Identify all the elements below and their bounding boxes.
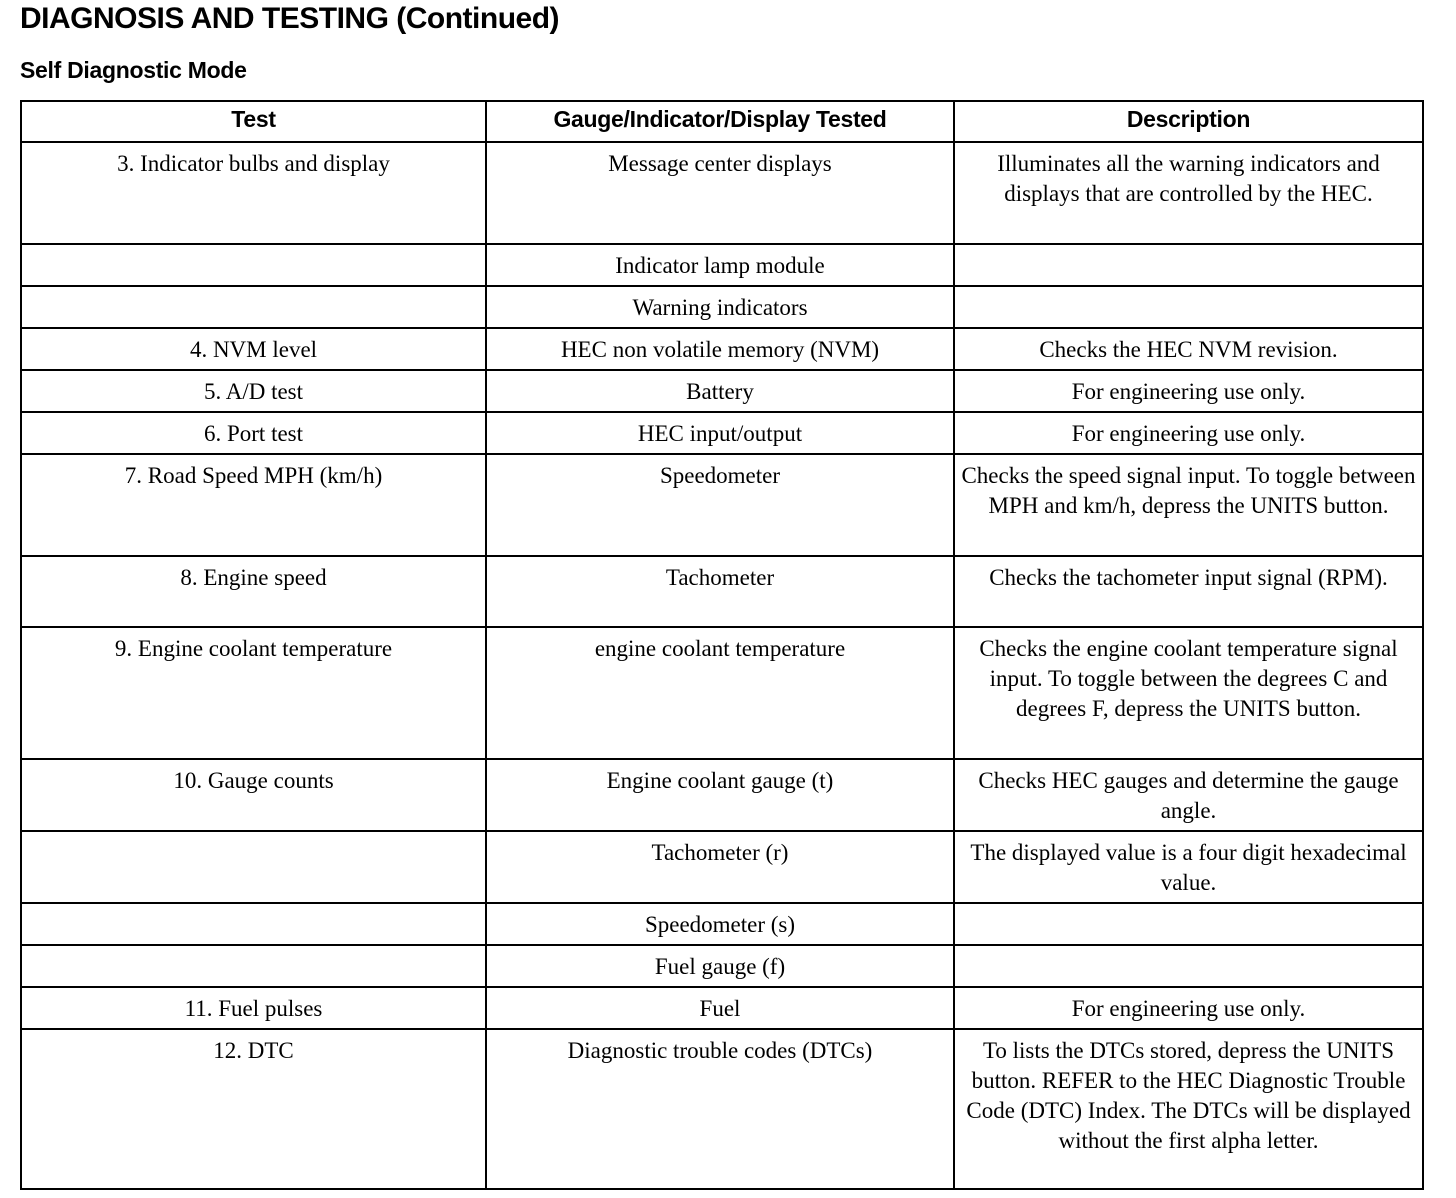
gauge-cell: engine coolant temperature [486, 627, 954, 759]
gauge-cell: Tachometer (r) [486, 831, 954, 903]
gauge-cell: Speedometer [486, 454, 954, 556]
self-diagnostic-table [20, 100, 1424, 1190]
description-cell: Checks the engine coolant temperature signal input. To toggle between the degrees C and degrees F, depress the UNITS button. [954, 627, 1423, 759]
test-cell: 10. Gauge counts [21, 759, 486, 831]
test-cell [21, 244, 486, 286]
test-cell [21, 945, 486, 987]
gauge-cell: HEC input/output [486, 412, 954, 454]
description-cell: For engineering use only. [954, 412, 1423, 454]
test-cell: 4. NVM level [21, 328, 486, 370]
gauge-cell: Battery [486, 370, 954, 412]
description-cell [954, 945, 1423, 987]
test-cell: 12. DTC [21, 1029, 486, 1189]
section-title: Self Diagnostic Mode [20, 57, 247, 83]
table-row [21, 831, 1423, 903]
description-cell [954, 244, 1423, 286]
description-cell: Checks the HEC NVM revision. [954, 328, 1423, 370]
table-row [21, 945, 1423, 987]
description-cell: Illuminates all the warning indicators and displays that are controlled by the HEC. [954, 142, 1423, 244]
table-row [21, 759, 1423, 831]
gauge-cell: HEC non volatile memory (NVM) [486, 328, 954, 370]
table-row [21, 1029, 1423, 1189]
table-header-row [21, 101, 1423, 142]
test-cell: 7. Road Speed MPH (km/h) [21, 454, 486, 556]
test-cell: 5. A/D test [21, 370, 486, 412]
table-row [21, 142, 1423, 244]
test-cell: 11. Fuel pulses [21, 987, 486, 1029]
gauge-cell: Warning indicators [486, 286, 954, 328]
test-cell [21, 286, 486, 328]
description-cell [954, 903, 1423, 945]
table-row [21, 454, 1423, 556]
gauge-cell: Tachometer [486, 556, 954, 627]
table-row [21, 903, 1423, 945]
page-title: DIAGNOSIS AND TESTING (Continued) [20, 2, 560, 35]
gauge-cell: Diagnostic trouble codes (DTCs) [486, 1029, 954, 1189]
table-row [21, 286, 1423, 328]
gauge-cell: Speedometer (s) [486, 903, 954, 945]
description-cell: To lists the DTCs stored, depress the UNITS button. REFER to the HEC Diagnostic Trouble Code (DTC) Index. The DTCs will be displayed without the first alpha letter. [954, 1029, 1423, 1189]
table-row [21, 412, 1423, 454]
description-cell: For engineering use only. [954, 987, 1423, 1029]
column-header-description: Description [954, 101, 1423, 142]
gauge-cell: Message center displays [486, 142, 954, 244]
table-row [21, 556, 1423, 627]
description-cell: Checks HEC gauges and determine the gauge angle. [954, 759, 1423, 831]
table-row [21, 244, 1423, 286]
gauge-cell: Fuel gauge (f) [486, 945, 954, 987]
description-cell: For engineering use only. [954, 370, 1423, 412]
test-cell: 3. Indicator bulbs and display [21, 142, 486, 244]
column-header-gauge: Gauge/Indicator/Display Tested [486, 101, 954, 142]
test-cell [21, 903, 486, 945]
gauge-cell: Indicator lamp module [486, 244, 954, 286]
description-cell: Checks the speed signal input. To toggle between MPH and km/h, depress the UNITS button. [954, 454, 1423, 556]
column-header-test: Test [21, 101, 486, 142]
table-row [21, 987, 1423, 1029]
gauge-cell: Fuel [486, 987, 954, 1029]
test-cell: 8. Engine speed [21, 556, 486, 627]
description-cell [954, 286, 1423, 328]
table-row [21, 370, 1423, 412]
test-cell: 6. Port test [21, 412, 486, 454]
gauge-cell: Engine coolant gauge (t) [486, 759, 954, 831]
description-cell: Checks the tachometer input signal (RPM). [954, 556, 1423, 627]
table-row [21, 627, 1423, 759]
table-row [21, 328, 1423, 370]
test-cell [21, 831, 486, 903]
test-cell: 9. Engine coolant temperature [21, 627, 486, 759]
description-cell: The displayed value is a four digit hexadecimal value. [954, 831, 1423, 903]
